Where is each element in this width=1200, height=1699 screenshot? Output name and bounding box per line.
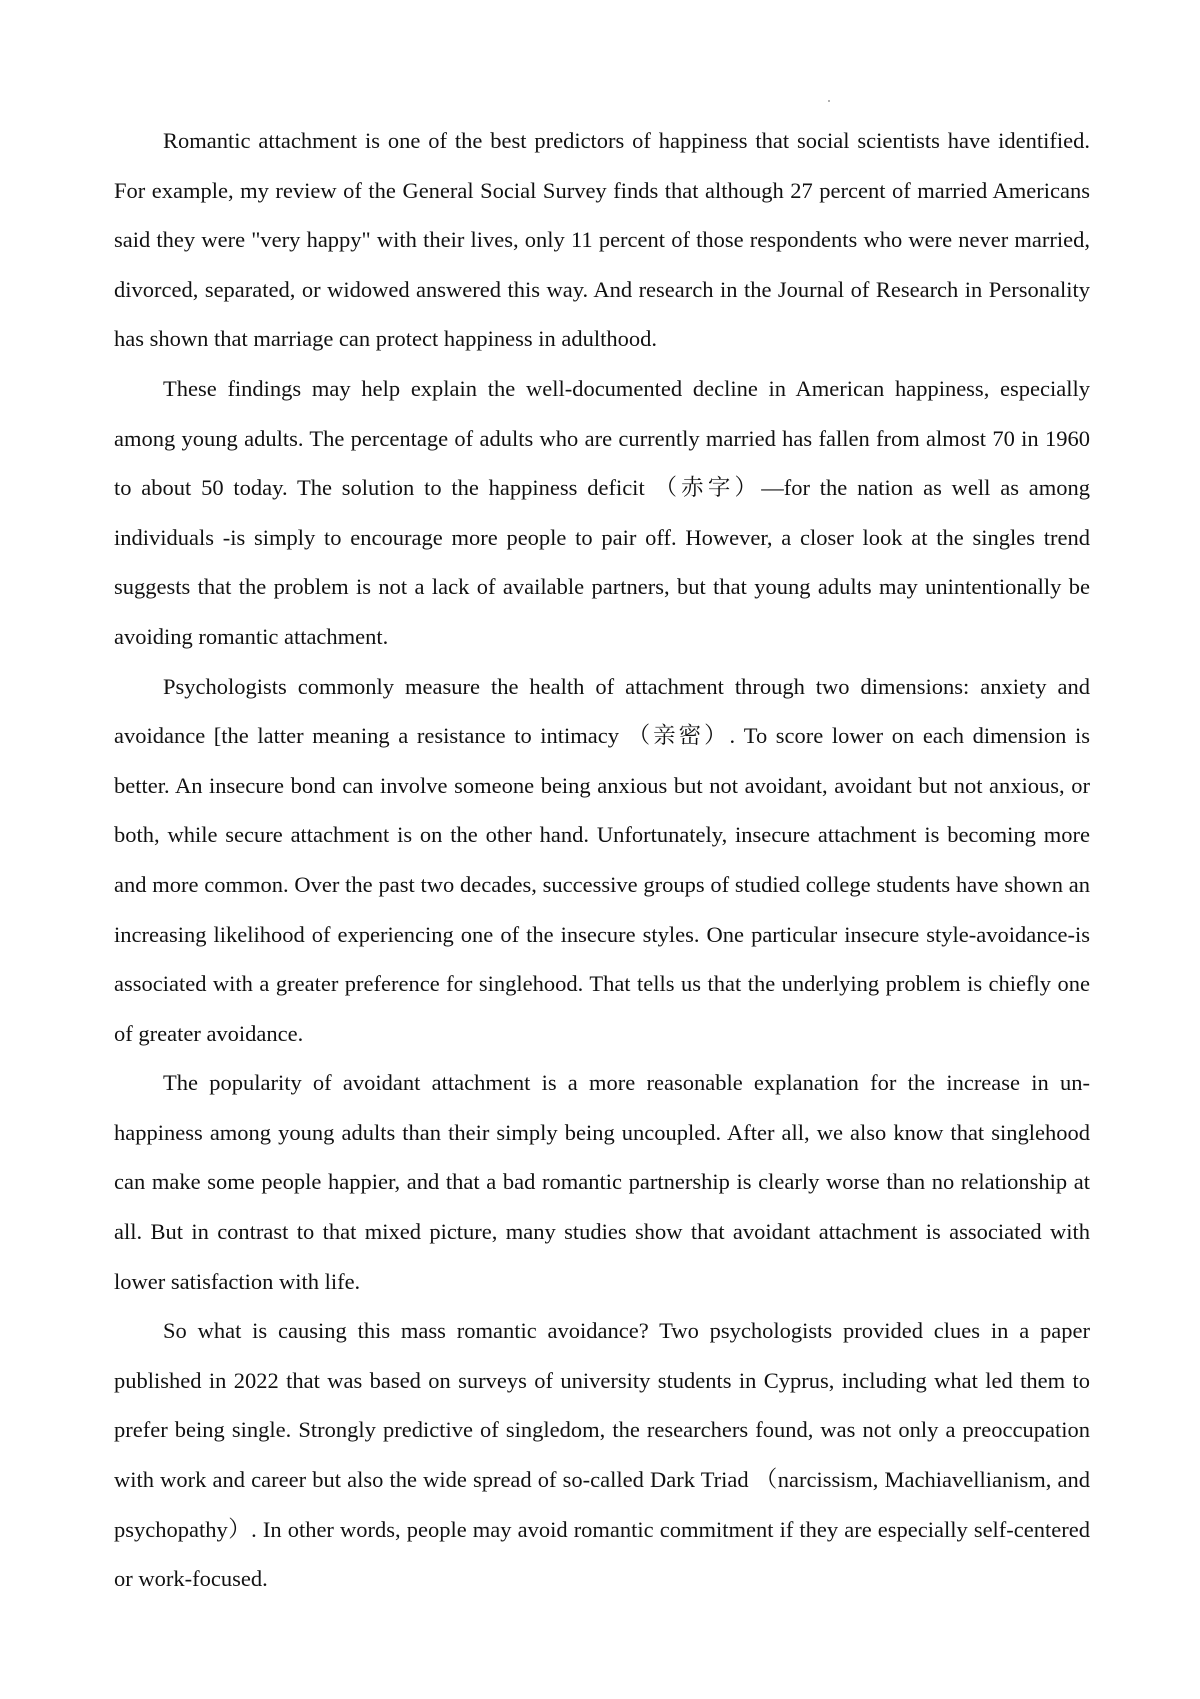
paragraph-2: These findings may help explain the well-documented decline in American happiness, especially among young adults. The percentage of adults who are currently married has fallen from almost 70 in 1960 to about 50 today. The solution to the happiness deficit （赤字）—for the nation as well as among individuals -is simply to encourage more people to pair off. However, a closer look at the singles trend suggests that the problem is not a lack of available partners, but that young adults may unintentionally be avoiding romantic attachment. xyxy=(114,375,1090,649)
paragraph-3: Psychologists commonly measure the health of attachment through two dimensions: anxiety and avoidance [the latter meaning a resistance to intimacy （亲密）. To score lower on each dimension is better. An insecure bond can involve someone being anxious but not avoidant, avoidant but not anxious, or both, while secure attachment is on the other hand. Unfortunately, insecure attachment is becoming more and more common. Over the past two decades, successive groups of studied college students have shown an increasing likelihood of experiencing one of the insecure styles. One particular insecure style-avoidance-is associated with a greater preference for singlehood. That tells us that the underlying problem is chiefly one of greater avoidance. xyxy=(114,673,1090,1046)
paragraph-5: So what is causing this mass romantic avoidance? Two psychologists provided clues in a paper published in 2022 that was based on surveys of university students in Cyprus, including what led them to prefer being single. Strongly predictive of singledom, the researchers found, was not only a preoccupation with work and career but also the wide spread of so-called Dark Triad （narcissism, Machiavellianism, and psychopathy）. In other words, people may avoid romantic commitment if they are especially self-centered or work-focused. xyxy=(114,1318,1090,1592)
paragraph-4: The popularity of avoidant attachment is a more reasonable explanation for the increase in unhappiness among young adults than their simply being uncoupled. After all, we also know that singlehood can make some people happier, and that a bad romantic partnership is clearly worse than no relationship at all. But in contrast to that mixed picture, many studies show that avoidant attachment is associated with lower satisfaction with life. xyxy=(114,1070,1090,1294)
article-body xyxy=(114,116,1090,1604)
paragraph-1: Romantic attachment is one of the best predictors of happiness that social scientists have identified. For example, my review of the General Social Survey finds that although 27 percent of married Americans said they were "very happy" with their lives, only 11 percent of those respondents who were never married, divorced, separated, or widowed answered this way. And research in the Journal of Research in Personality has shown that marriage can protect happiness in adulthood. xyxy=(114,128,1090,352)
scan-speck xyxy=(828,100,830,102)
